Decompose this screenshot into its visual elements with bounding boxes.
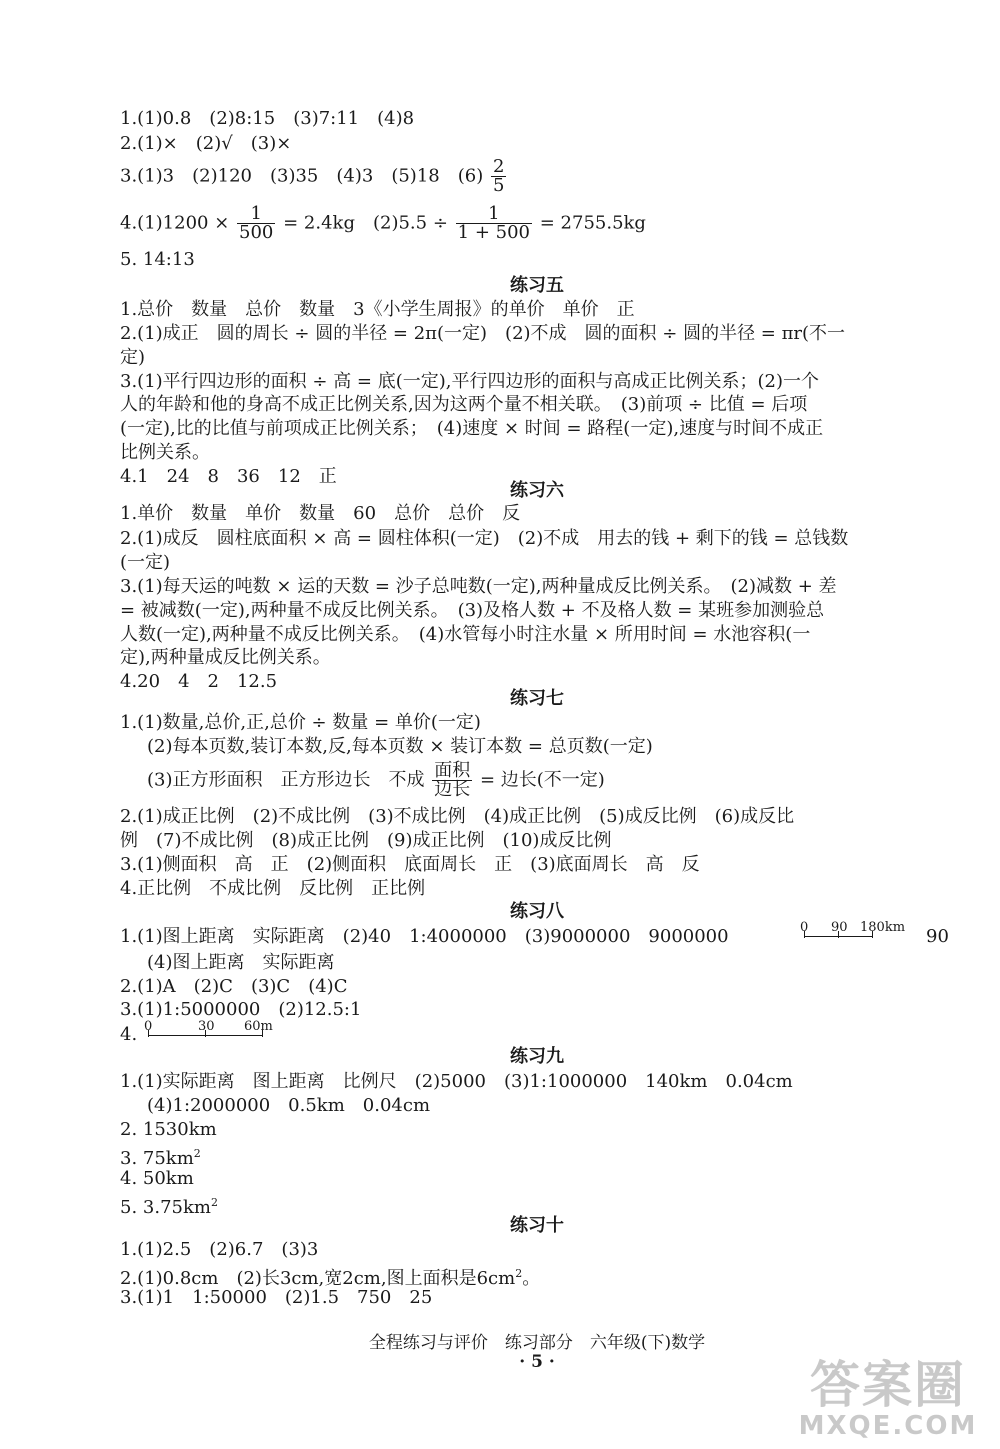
answer-line: (4)图上距离 实际距离 — [147, 952, 335, 973]
answer-line: 4.正比例 不成比例 反比例 正比例 — [120, 878, 426, 899]
answer-line: 90 — [926, 926, 949, 947]
answer-line: 4. — [120, 1024, 138, 1045]
answer-line: 1.(1)实际距离 图上距离 比例尺 (2)5000 (3)1:1000000 140km 0.04cm — [120, 1071, 793, 1092]
answer-line: 2. 1530km — [120, 1119, 217, 1140]
answer-line: 3.(1)3 (2)120 (3)35 (4)3 (5)18 (6) $\frac{2}{5}$ — [120, 156, 505, 196]
section-title: 练习七 — [510, 688, 564, 709]
answer-line: 2.(1)成正 圆的周长 ÷ 圆的半径 = 2π(一定) (2)不成 圆的面积 ÷ 圆的半径 = πr(不一 — [120, 323, 846, 344]
answer-line: 1.总价 数量 总价 数量 3《小学生周报》的单价 单价 正 — [120, 299, 635, 320]
answer-line: (2)每本页数,装订本数,反,每本页数 × 装订本数 = 总页数(一定) — [147, 736, 653, 757]
answer-line: 1.(1)数量,总价,正,总价 ÷ 数量 = 单价(一定) — [120, 712, 481, 733]
answer-line: 4.1 24 8 36 12 正 — [120, 466, 337, 487]
answer-line: 5. 14:13 — [120, 249, 195, 270]
answer-line: 比例关系。 — [120, 442, 210, 463]
answer-line: 5. $3.75km^2$ — [120, 1196, 218, 1218]
answer-line: 1.(1)2.5 (2)6.7 (3)3 — [120, 1239, 319, 1260]
section-title: 练习六 — [510, 480, 564, 501]
answer-line: 3. $75km^2$ — [120, 1147, 201, 1169]
answer-line: 4.(1)1200 × $\frac{1}{500}$ = 2.4kg (2)5.5 ÷ $\frac{1}{1 + 500}$ = 2755.5kg — [120, 203, 646, 243]
answer-line: 2.(1)A (2)C (3)C (4)C — [120, 976, 348, 997]
answer-line: (一定),比的比值与前项成正比例关系； (4)速度 × 时间 = 路程(一定),速度与时间不成正 — [120, 418, 824, 439]
answer-line: 2.(1)0.8cm (2)长3cm,宽2cm,图上面积是$6cm^2$。 — [120, 1267, 541, 1289]
answer-line: 3.(1)侧面积 高 正 (2)侧面积 底面周长 正 (3)底面周长 高 反 — [120, 854, 700, 875]
answer-line: (一定) — [120, 552, 171, 573]
answer-line: 定),两种量成反比例关系。 — [120, 647, 331, 668]
answer-line: 3.(1)每天运的吨数 × 运的天数 = 沙子总吨数(一定),两种量成反比例关系。 (2)减数 + 差 — [120, 576, 837, 597]
section-title: 练习五 — [510, 275, 564, 296]
answer-line: 人的年龄和他的身高不成正比例关系,因为这两个量不相关联。 (3)前项 ÷ 比值 = 后项 — [120, 394, 808, 415]
answer-line: (4)1:2000000 0.5km 0.04cm — [147, 1095, 431, 1116]
answer-line: 1.单价 数量 单价 数量 60 总价 总价 反 — [120, 503, 521, 524]
answer-line: 2.(1)× (2)√ (3)× — [120, 133, 292, 154]
section-title: 练习八 — [510, 901, 564, 922]
answer-line: 1.(1)图上距离 实际距离 (2)40 1:4000000 (3)9000000 9000000 — [120, 926, 729, 947]
footer-title: 全程练习与评价 练习部分 六年级(下)数学 — [368, 1333, 706, 1353]
fraction: $\frac{\text{面积}}{\text{边长}}$ — [434, 760, 471, 800]
answer-line: 3.(1)1:5000000 (2)12.5:1 — [120, 999, 362, 1020]
watermark-logo: 答案圈 MXQE.COM — [798, 1356, 978, 1441]
answer-line: 3.(1)平行四边形的面积 ÷ 高 = 底(一定),平行四边形的面积与高成正比例关系；(2)一个 — [120, 371, 819, 392]
answer-line: 1.(1)0.8 (2)8:15 (3)7:11 (4)8 — [120, 108, 415, 129]
section-title: 练习九 — [510, 1046, 564, 1067]
answer-line: 3.(1)1 1:50000 (2)1.5 750 25 — [120, 1287, 433, 1308]
fraction: $\frac{2}{5}$ — [492, 156, 505, 196]
answer-line: 定) — [120, 347, 146, 368]
answer-line: 例 (7)不成比例 (8)成正比例 (9)成正比例 (10)成反比例 — [120, 830, 612, 851]
answer-line: (3)正方形面积 正方形边长 不成 $\frac{\text{面积}}{\text{边长}}$ = 边长(不一定) — [147, 760, 605, 800]
page-number: · 5 · — [519, 1352, 555, 1372]
fraction: $\frac{1}{500}$ — [239, 203, 274, 243]
scale-bar: 0 30 60m — [144, 1019, 274, 1049]
answer-line: 2.(1)成正比例 (2)不成比例 (3)不成比例 (4)成正比例 (5)成反比例 (6)成反比 — [120, 806, 795, 827]
section-title: 练习十 — [510, 1215, 564, 1236]
answer-line: = 被减数(一定),两种量不成反比例关系。 (3)及格人数 + 不及格人数 = 某班参加测验总 — [120, 600, 825, 621]
answer-line: 2.(1)成反 圆柱底面积 × 高 = 圆柱体积(一定) (2)不成 用去的钱 + 剩下的钱 = 总钱数 — [120, 528, 849, 549]
scale-bar: 0 90 180km — [800, 920, 920, 950]
fraction: $\frac{1}{1 + 500}$ — [457, 203, 530, 243]
answer-line: 4.20 4 2 12.5 — [120, 671, 278, 692]
answer-line: 4. 50km — [120, 1168, 194, 1189]
answer-line: 人数(一定),两种量不成反比例关系。 (4)水管每小时注水量 × 所用时间 = 水池容积(一 — [120, 624, 811, 645]
